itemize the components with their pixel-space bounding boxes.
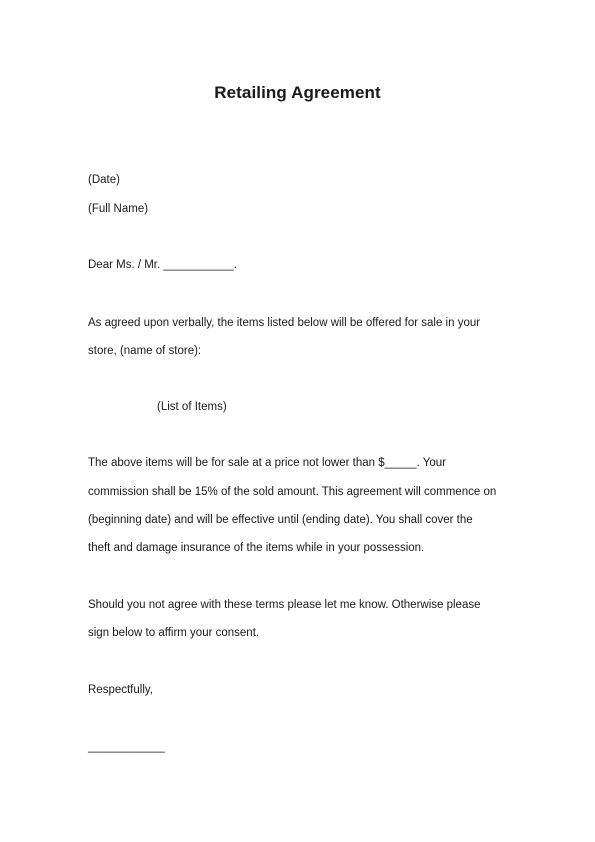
full-name-placeholder: (Full Name)	[88, 203, 149, 215]
closing: Respectfully,	[88, 684, 153, 696]
document-title: Retailing Agreement	[214, 83, 381, 102]
paragraph2-line1: The above items will be for sale at a price not lower than $_____. Your	[88, 457, 446, 469]
paragraph2-line3: (beginning date) and will be effective until (ending date). You shall cover the	[88, 514, 473, 526]
date-placeholder: (Date)	[88, 174, 120, 186]
paragraph1-line2: store, (name of store):	[88, 345, 202, 357]
salutation: Dear Ms. / Mr. ___________.	[88, 259, 237, 271]
paragraph3-line2: sign below to affirm your consent.	[88, 627, 260, 639]
list-of-items-placeholder: (List of Items)	[157, 401, 227, 413]
signature-line: ____________	[88, 741, 165, 753]
paragraph2-line2: commission shall be 15% of the sold amount. This agreement will commence on	[88, 486, 497, 498]
paragraph3-line1: Should you not agree with these terms please let me know. Otherwise please	[88, 599, 481, 611]
paragraph1-line1: As agreed upon verbally, the items listed below will be offered for sale in your	[88, 317, 481, 329]
paragraph2-line4: theft and damage insurance of the items while in your possession.	[88, 542, 425, 554]
